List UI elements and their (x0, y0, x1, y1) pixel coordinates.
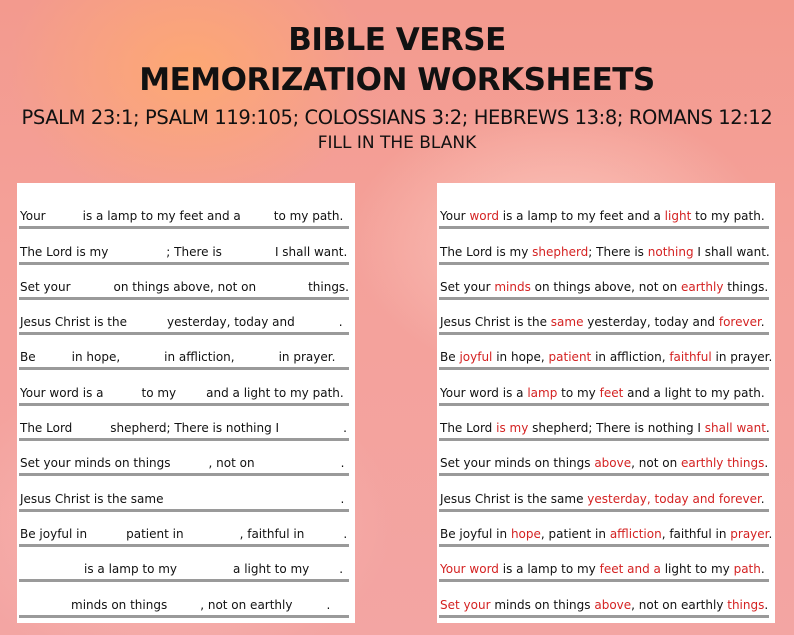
text-segment: . (760, 315, 765, 330)
answer-word: above (594, 597, 632, 612)
text-segment: , not on (208, 456, 255, 471)
answer-word: above (594, 456, 632, 471)
text-segment: , not on earthly (631, 597, 728, 612)
text-segment: is a lamp to my feet and a (82, 209, 241, 224)
text-segment: Be joyful in (20, 526, 88, 541)
text-segment: ; There is (166, 244, 222, 259)
text-segment: to my (557, 385, 600, 400)
text-segment: . (326, 597, 331, 612)
answer-word: prayer (730, 526, 769, 541)
text-segment: Your word is a (440, 385, 528, 400)
answer-word: earthly things (680, 456, 765, 471)
text-segment: . (765, 421, 770, 436)
verse-references: PSALM 23:1; PSALM 119:105; COLOSSIANS 3:2; HEBREWS 13:8; ROMANS 12:12 (21, 106, 773, 129)
text-segment: Your word is a (20, 385, 104, 400)
text-segment: ; There is (588, 244, 648, 259)
text-segment: Jesus Christ is the same (20, 491, 164, 506)
answer-row (439, 335, 773, 370)
answer-word: nothing (647, 244, 694, 259)
text-segment: in hope, (492, 350, 549, 365)
title-line-1: BIBLE VERSE (288, 22, 506, 58)
text-segment: Be (440, 350, 460, 365)
text-segment: shepherd; There is nothing I (528, 421, 705, 436)
worksheet-row (19, 194, 349, 229)
answer-word: same (550, 315, 584, 330)
worksheet-row (19, 370, 349, 405)
text-segment: and a light to my path. (623, 385, 765, 400)
text-segment: is a lamp to my (84, 562, 178, 577)
text-segment: is a lamp to my (498, 562, 600, 577)
text-segment: to my (141, 385, 177, 400)
instruction: FILL IN THE BLANK (317, 133, 477, 153)
text-segment: . (343, 421, 347, 436)
answer-row (439, 194, 769, 229)
text-segment: in affliction, (164, 350, 235, 365)
answer-word: minds (494, 279, 531, 294)
answer-word: lamp (527, 385, 558, 400)
text-segment: . (764, 456, 769, 471)
text-segment: shepherd; There is nothing I (110, 421, 280, 436)
answer-word: word (469, 209, 499, 224)
answer-word: faithful (669, 350, 712, 365)
text-segment: . (768, 526, 773, 541)
worksheet-row (19, 335, 349, 370)
answer-word: earthly (681, 279, 724, 294)
worksheet-row (19, 582, 349, 617)
worksheet-row (19, 441, 349, 476)
text-segment: yesterday, today and (166, 315, 295, 330)
answer-word: path (733, 562, 761, 577)
text-segment: on things above, not on (113, 279, 257, 294)
answer-word: feet (599, 385, 624, 400)
text-segment: Set your (20, 279, 71, 294)
text-segment: Your (440, 209, 470, 224)
answer-row (439, 441, 769, 476)
text-segment: on things above, not on (530, 279, 681, 294)
text-segment: to my path. (691, 209, 765, 224)
text-segment: . (760, 491, 765, 506)
title-line-2: MEMORIZATION WORKSHEETS (139, 62, 655, 98)
text-segment: The Lord is my (440, 244, 533, 259)
answer-word: Your word (440, 562, 499, 577)
text-segment: The Lord (440, 421, 497, 436)
answer-word: shepherd (532, 244, 589, 259)
answer-word: light (664, 209, 692, 224)
worksheet-row (19, 512, 349, 547)
text-segment: . (764, 597, 769, 612)
text-segment: in prayer. (711, 350, 773, 365)
text-segment: I shall want. (693, 244, 770, 259)
text-segment: I shall want. (274, 244, 348, 259)
text-segment: to my path. (273, 209, 344, 224)
answer-row (439, 512, 773, 547)
text-segment: Set your minds on things (440, 456, 595, 471)
text-segment: , patient in (540, 526, 610, 541)
worksheet-row (19, 406, 349, 441)
title-block (0, 20, 794, 155)
answer-word: forever (718, 315, 761, 330)
text-segment: . (760, 562, 765, 577)
text-segment: The Lord is my (20, 244, 109, 259)
text-segment: . (339, 562, 344, 577)
text-segment: . (343, 526, 348, 541)
text-segment: things. (308, 279, 349, 294)
answer-word: feet and a (599, 562, 661, 577)
text-segment: Be joyful in (440, 526, 511, 541)
text-segment: The Lord (20, 421, 73, 436)
text-segment: and a light to my path. (206, 385, 344, 400)
worksheet-row (19, 547, 349, 582)
answer-word: hope (510, 526, 541, 541)
text-segment: Set your minds on things (20, 456, 171, 471)
answer-row (439, 547, 769, 582)
text-segment: Jesus Christ is the (440, 315, 551, 330)
text-segment: , not on earthly (200, 597, 293, 612)
text-segment: Your (20, 209, 46, 224)
text-segment: patient in (126, 526, 184, 541)
text-segment: in hope, (71, 350, 121, 365)
text-segment: , not on (631, 456, 681, 471)
text-segment: a light to my (233, 562, 310, 577)
text-segment: . (340, 491, 345, 506)
text-segment: minds on things (490, 597, 595, 612)
text-segment: things. (723, 279, 769, 294)
worksheet-row (19, 265, 349, 300)
worksheet-row (19, 229, 349, 264)
text-segment: Set your (440, 279, 495, 294)
answer-row (439, 582, 769, 617)
text-segment: Jesus Christ is the same (440, 491, 588, 506)
text-segment: Be (20, 350, 36, 365)
worksheet-row (19, 476, 349, 511)
answer-word: things (727, 597, 765, 612)
answer-word: yesterday, today and forever (587, 491, 761, 506)
answer-row (439, 406, 769, 441)
worksheet-row (19, 300, 349, 335)
answer-row (439, 229, 769, 264)
text-segment: . (338, 315, 343, 330)
text-segment: Jesus Christ is the (20, 315, 127, 330)
answer-word: is my (496, 421, 529, 436)
worksheet-answer-key (437, 183, 775, 623)
answer-word: Set your (440, 597, 491, 612)
text-segment: . (340, 456, 345, 471)
text-segment: in affliction, (591, 350, 670, 365)
text-segment: is a lamp to my feet and a (498, 209, 665, 224)
text-segment: light to my (660, 562, 734, 577)
answer-row (439, 265, 769, 300)
answer-word: shall want (704, 421, 766, 436)
text-segment: , faithful in (239, 526, 305, 541)
answer-row (439, 370, 769, 405)
answer-row (439, 300, 769, 335)
answer-word: joyful (459, 350, 493, 365)
answer-word: patient (548, 350, 592, 365)
text-segment: in prayer. (278, 350, 336, 365)
text-segment: yesterday, today and (583, 315, 719, 330)
text-segment: , faithful in (661, 526, 731, 541)
answer-word: affliction (609, 526, 662, 541)
answer-row (439, 476, 769, 511)
worksheet-blank (17, 183, 355, 623)
text-segment: minds on things (71, 597, 168, 612)
